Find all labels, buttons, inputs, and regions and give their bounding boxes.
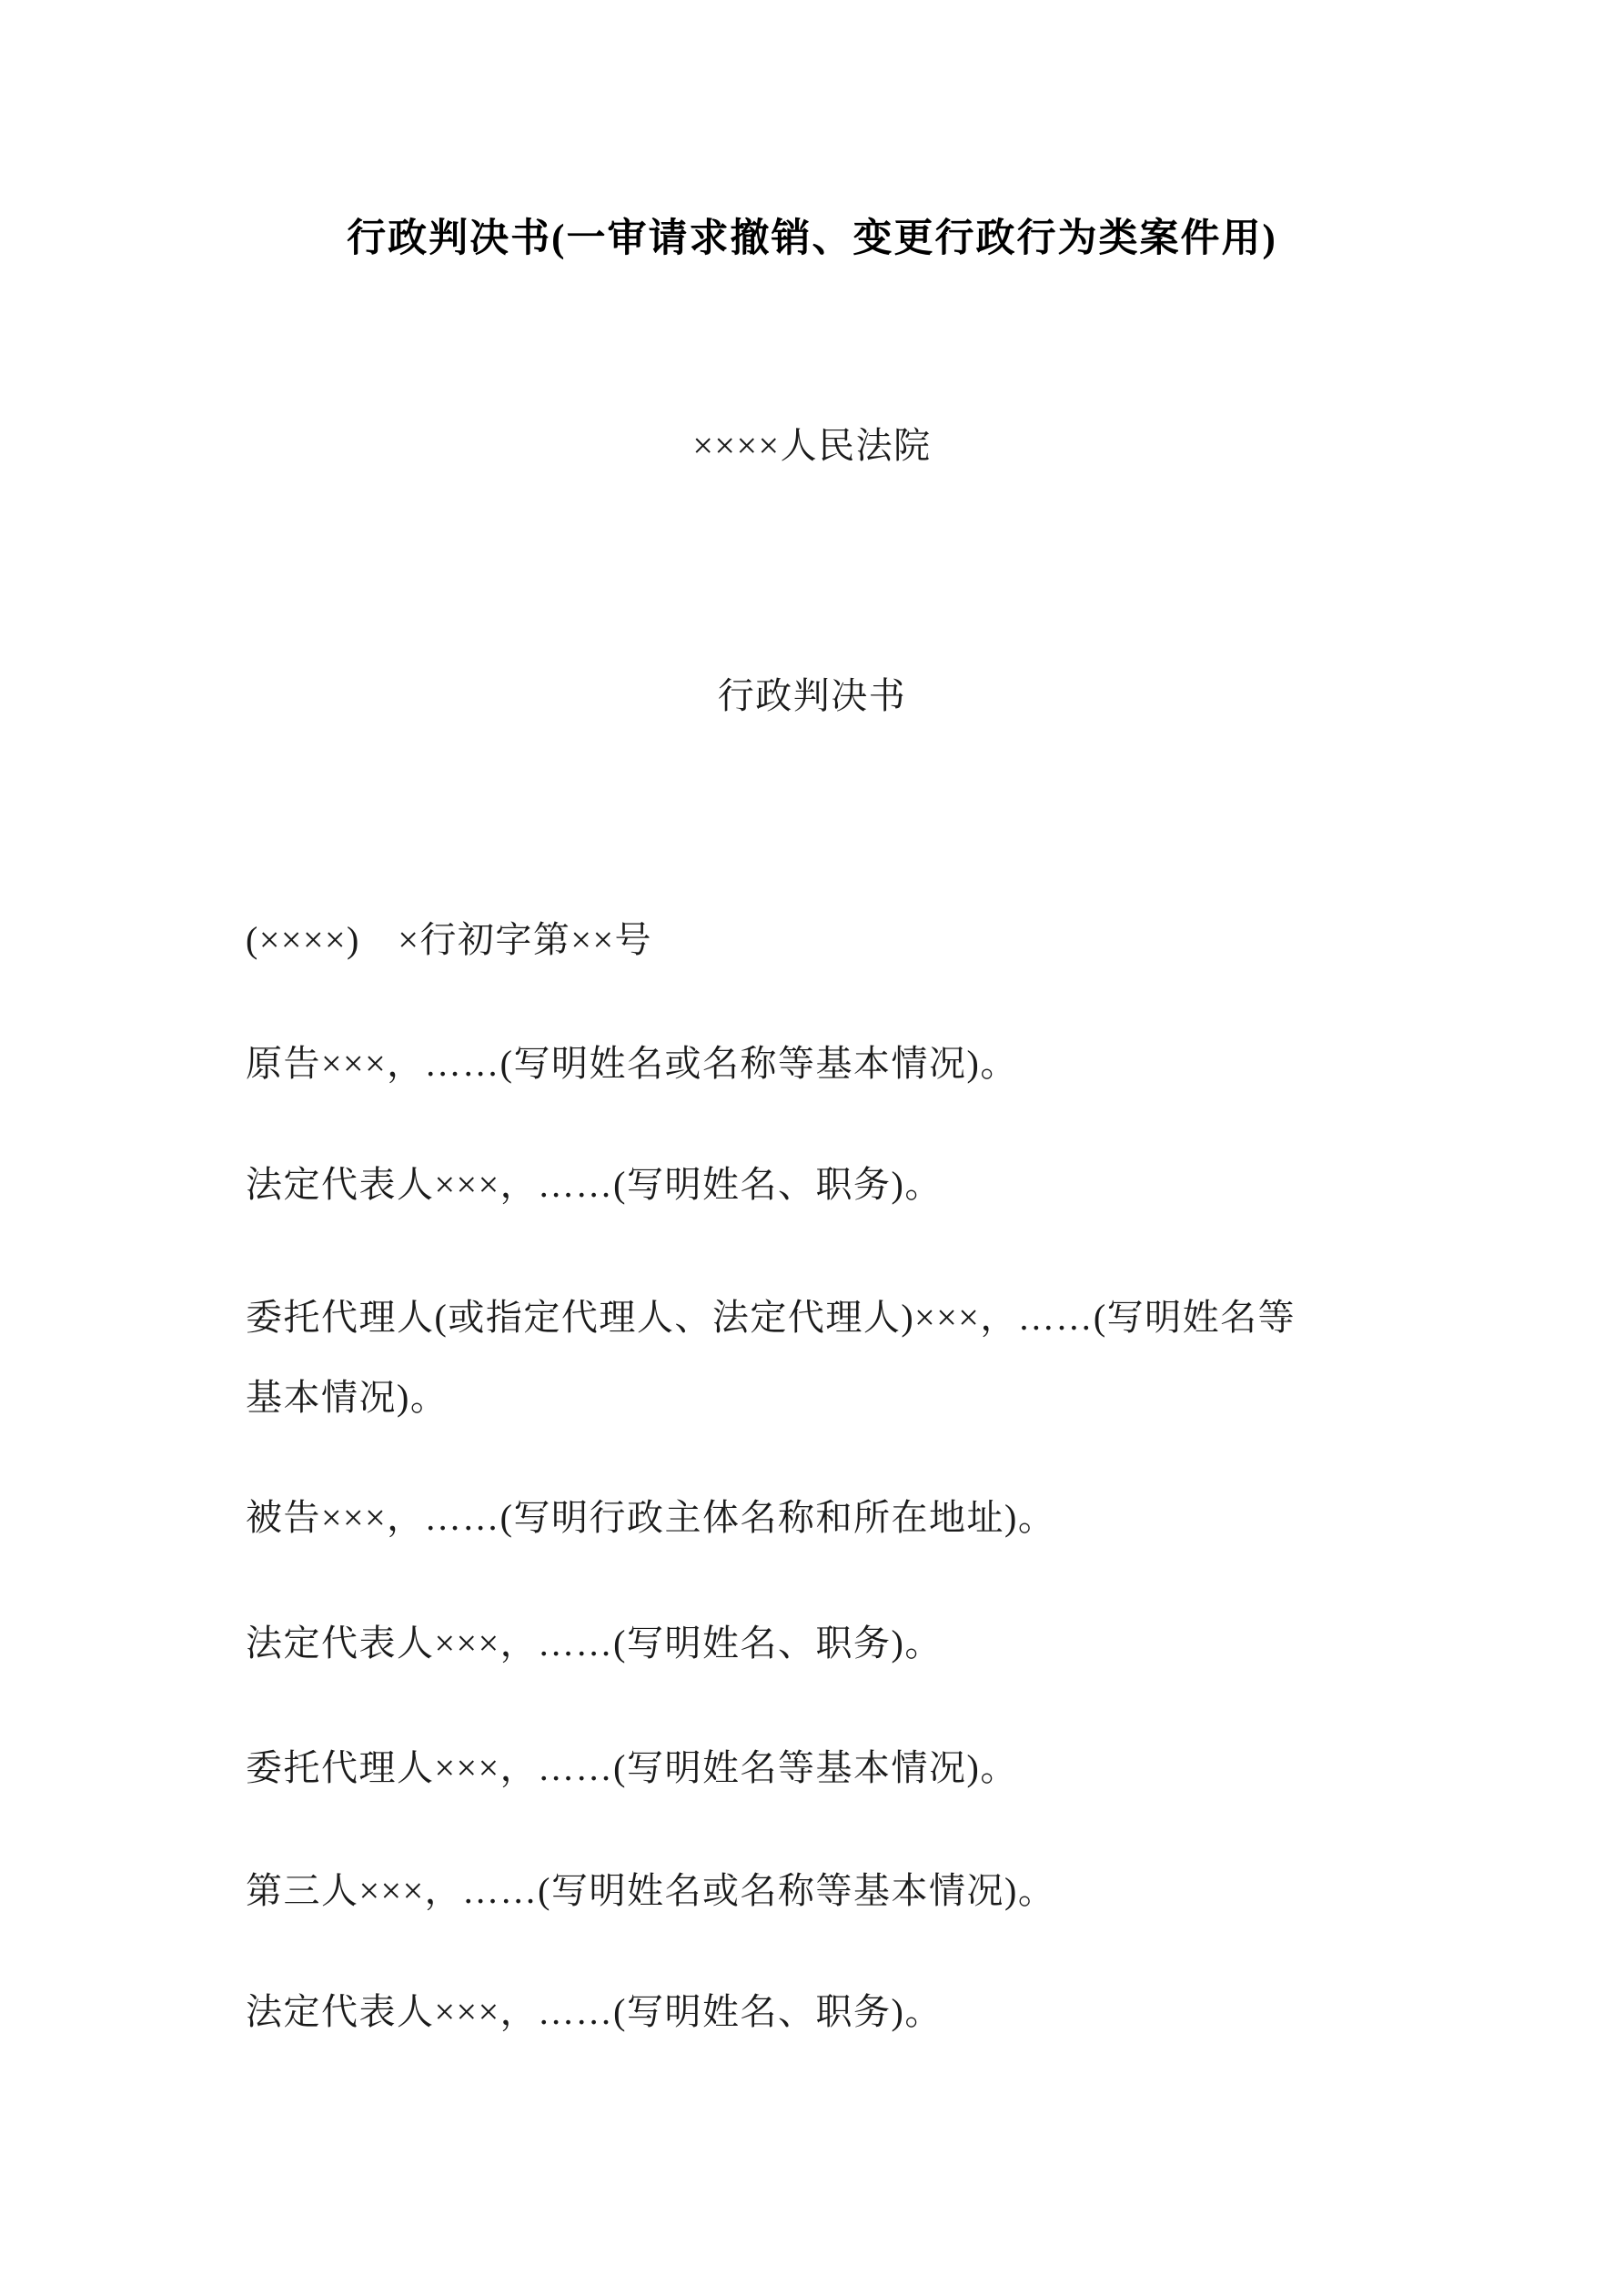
document-type-line: 行政判决书 — [717, 675, 907, 716]
document-title: 行政判决书(一审请求撤销、变更行政行为类案件用) — [347, 217, 1277, 260]
paragraph-legal-representative-2: 法定代表人×××，……(写明姓名、职务)。 — [246, 1623, 943, 1664]
paragraph-agent-line-2: 基本情况)。 — [246, 1377, 449, 1418]
paragraph-defendant: 被告×××，……(写明行政主体名称和所在地址)。 — [246, 1497, 1056, 1538]
paragraph-plaintiff: 原告×××，……(写明姓名或名称等基本情况)。 — [246, 1043, 1018, 1084]
paragraph-agent-line-1: 委托代理人(或指定代理人、法定代理人)×××，……(写明姓名等 — [246, 1297, 1296, 1338]
paragraph-legal-representative-3: 法定代表人×××，……(写明姓名、职务)。 — [246, 1991, 943, 2032]
case-number-line: (××××) ×行初字第××号 — [246, 919, 653, 960]
paragraph-agent-2: 委托代理人×××，……(写明姓名等基本情况)。 — [246, 1747, 1018, 1788]
paragraph-legal-representative-1: 法定代表人×××，……(写明姓名、职务)。 — [246, 1164, 943, 1205]
paragraph-third-party: 第三人×××，……(写明姓名或名称等基本情况)。 — [246, 1870, 1056, 1911]
court-name-line: ××××人民法院 — [692, 425, 932, 466]
